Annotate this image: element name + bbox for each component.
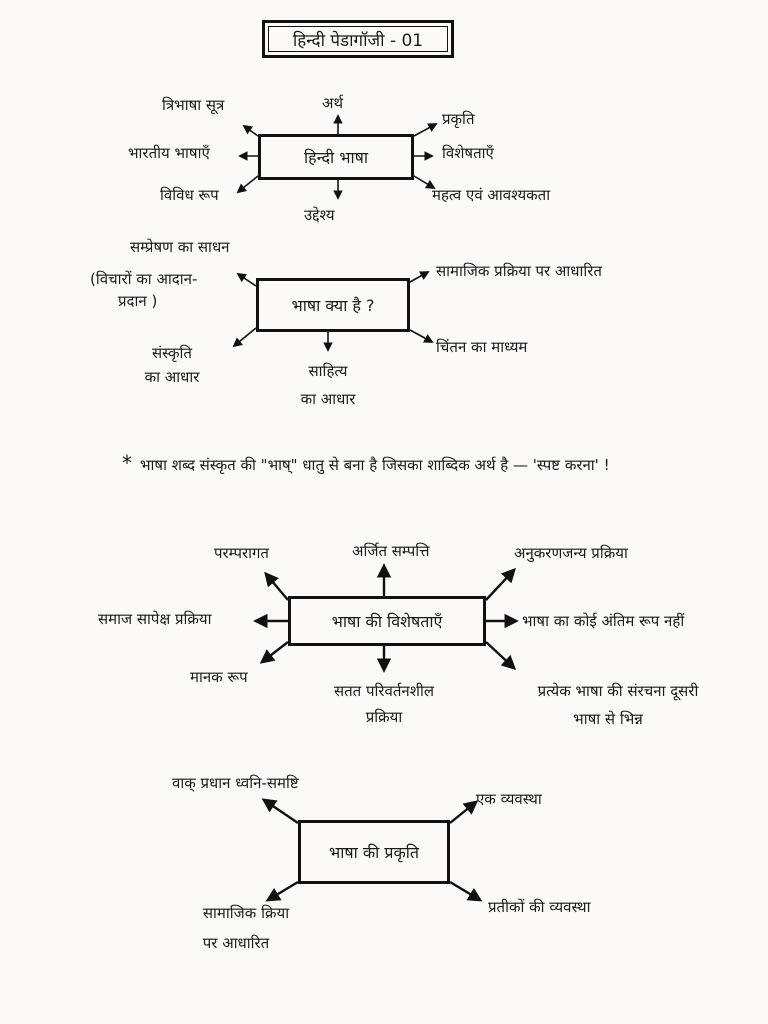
branch-label: संस्कृति — [152, 344, 192, 362]
center-box-hindi-bhasha: हिन्दी भाषा — [258, 134, 414, 180]
branch-label: उद्देश्य — [304, 206, 335, 224]
branch-label: प्रदान ) — [118, 292, 158, 310]
branch-label: वाक् प्रधान ध्वनि-समष्टि — [172, 774, 299, 792]
branch-label: विशेषताएँ — [442, 144, 494, 162]
branch-label: समाज सापेक्ष प्रक्रिया — [98, 610, 212, 628]
note-text: भाषा शब्द संस्कृत की "भाष्" धातु से बना है जिसका शाब्दिक अर्थ है — 'स्पष्ट करना' ! — [140, 456, 610, 474]
branch-label: भाषा का कोई अंतिम रूप नहीं — [522, 612, 685, 630]
branch-label: महत्व एवं आवश्यकता — [432, 186, 551, 204]
center-box-bhasha-kya-hai: भाषा क्या है ? — [256, 278, 410, 332]
branch-label: त्रिभाषा सूत्र — [162, 96, 225, 114]
branch-label: अर्थ — [322, 94, 344, 112]
definition-note — [122, 444, 742, 482]
branch-label: प्रक्रिया — [365, 708, 403, 726]
branch-label: सामाजिक प्रक्रिया पर आधारित — [436, 262, 602, 280]
branch-label: अर्जित सम्पत्ति — [352, 542, 430, 560]
branch-label: प्रतीकों की व्यवस्था — [488, 898, 591, 916]
branch-label: सम्प्रेषण का साधन — [130, 238, 230, 256]
branch-label: भाषा से भिन्न — [573, 710, 643, 728]
branch-label: चिंतन का माध्यम — [436, 338, 528, 356]
branch-label: मानक रूप — [190, 668, 248, 686]
branch-label: विविध रूप — [160, 186, 219, 204]
branch-label: का आधार — [144, 368, 200, 386]
center-box-bhasha-ki-visheshtayen: भाषा की विशेषताएँ — [288, 596, 486, 646]
branch-label: अनुकरणजन्य प्रक्रिया — [514, 544, 628, 562]
branch-label: सतत परिवर्तनशील — [333, 682, 435, 700]
branch-label: (विचारों का आदान- — [90, 270, 198, 288]
branch-label: भारतीय भाषाएँ — [128, 144, 210, 162]
branch-label: प्रकृति — [442, 110, 475, 128]
star-bullet: * — [122, 451, 132, 475]
branch-label: साहित्य — [308, 362, 348, 380]
branch-label: सामाजिक क्रिया — [202, 904, 290, 922]
branch-label: परम्परागत — [214, 544, 269, 562]
branch-label: पर आधारित — [202, 934, 270, 952]
branch-label: एक व्यवस्था — [476, 790, 542, 808]
page-title: हिन्दी पेडागॉजी - 01 — [262, 20, 454, 58]
branch-label: प्रत्येक भाषा की संरचना दूसरी — [537, 682, 699, 700]
center-box-bhasha-ki-prakriti: भाषा की प्रकृति — [298, 820, 450, 884]
branch-label: का आधार — [300, 390, 356, 408]
